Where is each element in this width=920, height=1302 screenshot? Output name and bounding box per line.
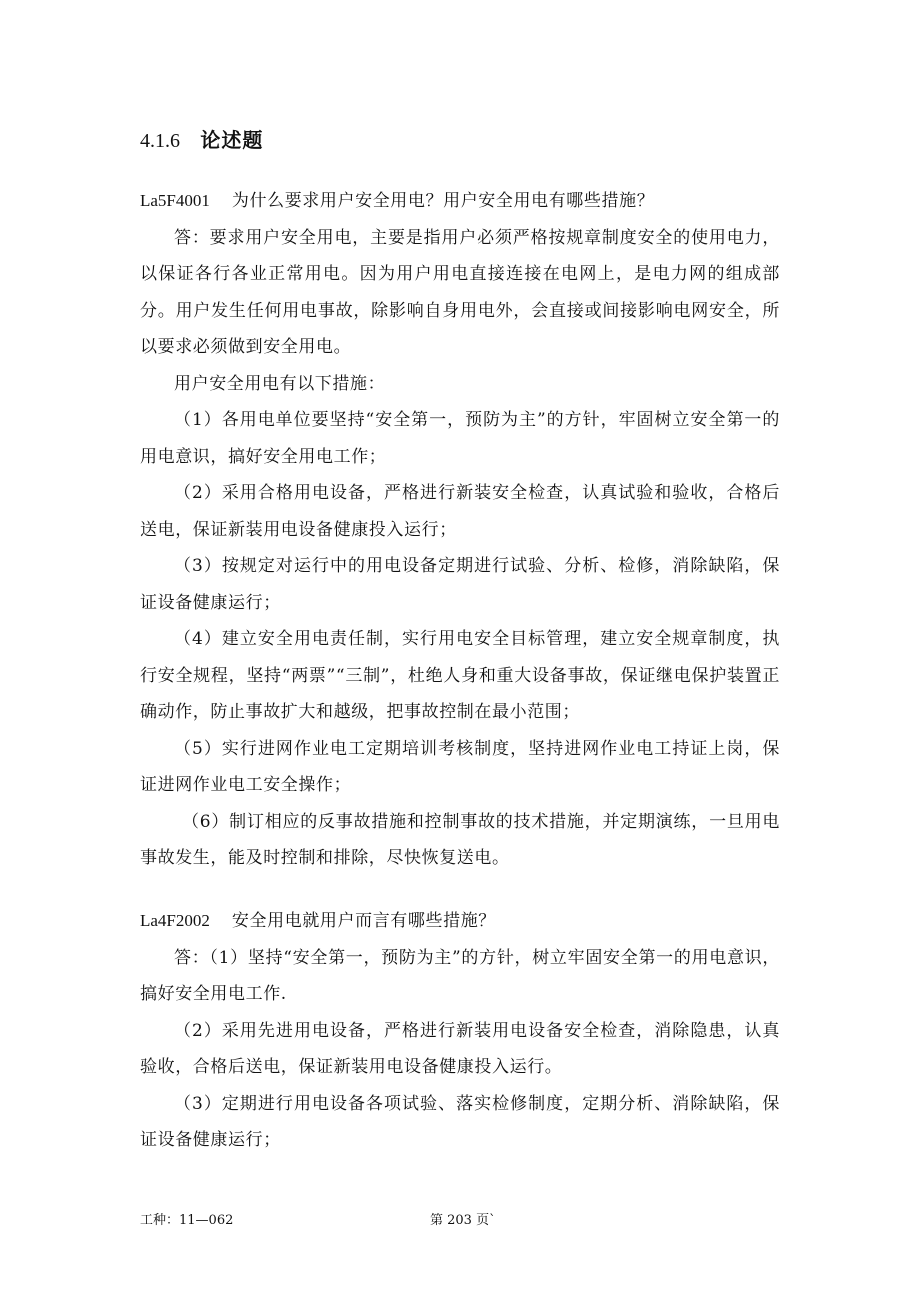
question-text: 为什么要求用户安全用电？用户安全用电有哪些措施？ [231, 191, 655, 211]
measures-intro: 用户安全用电有以下措施： [174, 373, 386, 394]
section-title: 论述题 [200, 128, 264, 152]
measure-item: （5）实行进网作业电工定期培训考核制度，坚持进网作业电工持证上岗，保证进网作业电工安全操作； [140, 738, 780, 795]
section-number: 4.1.6 [140, 130, 180, 152]
question-title [140, 183, 780, 220]
measure-item: （3）定期进行用电设备各项试验、落实检修制度，定期分析、消除缺陷，保证设备健康运行； [140, 1093, 780, 1150]
measure-item: （1）各用电单位要坚持“安全第一，预防为主”的方针，牢固树立安全第一的用电意识，搞好安全用电工作； [140, 410, 780, 467]
question-block-2 [140, 903, 780, 1159]
measure-item: （4）建立安全用电责任制，实行用电安全目标管理，建立安全规章制度，执行安全规程，坚持“两票”“三制”，杜绝人身和重大设备事故，保证继电保护装置正确动作，防止事故扩大和越级，把事故控制在最小范围； [140, 629, 780, 722]
measure-item: （6）制订相应的反事故措施和控制事故的技术措施，并定期演练，一旦用电事故发生，能及时控制和排除，尽快恢复送电。 [140, 811, 780, 868]
footer-page-number: 第 203 页` [430, 1213, 496, 1228]
question-code: La4F2002 [140, 911, 210, 930]
question-code: La5F4001 [140, 191, 210, 210]
section-heading [140, 124, 263, 153]
answer-paragraph: 答：要求用户安全用电，主要是指用户必须严格按规章制度安全的使用电力，以保证各行各业正常用电。因为用户用电直接连接在电网上，是电力网的组成部分。用户发生任何用电事故，除影响自身用电外，会直接或间接影响电网安全，所以要求必须做到安全用电。 [140, 227, 780, 357]
question-block-1 [140, 183, 780, 877]
question-title [140, 903, 780, 940]
measure-item: （3）按规定对运行中的用电设备定期进行试验、分析、检修，消除缺陷，保证设备健康运行； [140, 556, 780, 613]
measure-item: 答：（1）坚持“安全第一，预防为主”的方针，树立牢固安全第一的用电意识，搞好安全用电工作. [140, 947, 780, 1004]
measure-item: （2）采用合格用电设备，严格进行新装安全检查，认真试验和验收，合格后送电，保证新装用电设备健康投入运行； [140, 483, 780, 540]
question-text: 安全用电就用户而言有哪些措施？ [231, 911, 496, 931]
footer-job-code: 工种：11—062 [140, 1213, 234, 1228]
measure-item: （2）采用先进用电设备，严格进行新装用电设备安全检查，消除隐患，认真验收，合格后送电，保证新装用电设备健康投入运行。 [140, 1020, 780, 1077]
